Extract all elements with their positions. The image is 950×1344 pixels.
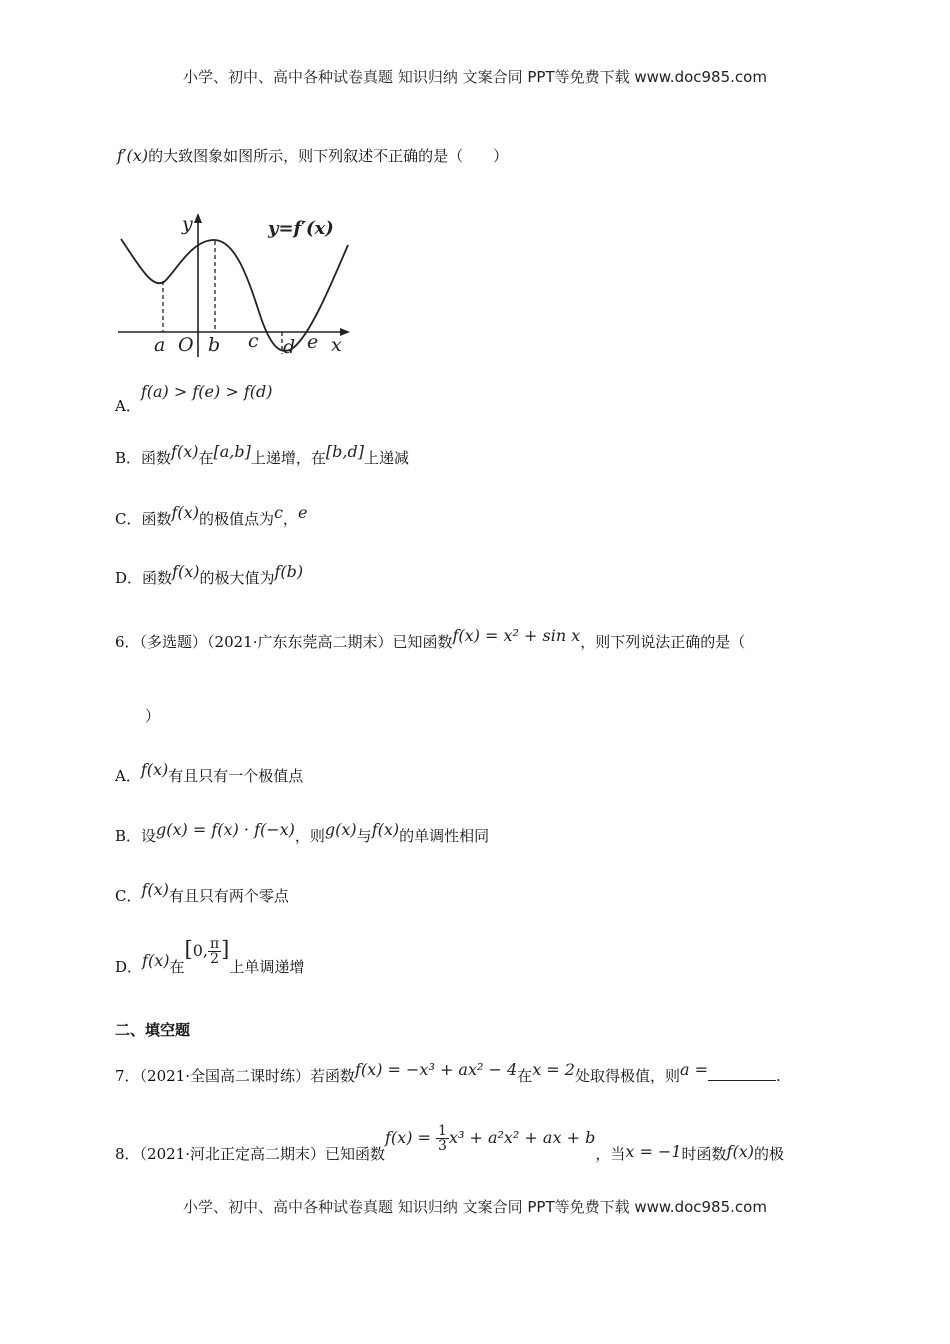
question-8: 8．（2021·河北正定高二期末）已知函数f(x) = $\frac{1}{3}$ x³ + a²x² + ax + b，当x = −1时函数f(x)的极 [115,1123,784,1163]
point-b-label: b [208,334,221,356]
question-6: 6．（多选题）（2021·广东东莞高二期末）已知函数f(x) = x² + sin x，则下列说法正确的是（ [115,626,746,651]
q5-option-b: B．函数f(x)在[a,b]上递增，在[b,d]上递减 [115,442,409,467]
q8-function: f(x) = $\frac{1}{3}$ x³ + a²x² + ax + b [385,1123,596,1154]
q6-function: f(x) = x² + sin x [452,626,581,645]
section-heading: 二、填空题 [115,1021,191,1039]
question-6-close: ） [145,707,161,725]
origin-label: O [178,334,194,356]
q6-option-b: B．设g(x) = f(x) · f(−x)，则g(x)与f(x)的单调性相同 [115,820,490,845]
question-5-stem: 的大致图象如图所示，则下列叙述不正确的是（ ） [148,147,509,165]
interval-0-pi-half: [0, $\frac{\pi}{2}$ ] [184,936,230,967]
y-axis-arrow [194,213,202,223]
q6-option-c: C．f(x)有且只有两个零点 [115,880,289,905]
q6-option-d: D．f(x)在[0, $\frac{\pi}{2}$ ]上单调递增 [115,936,305,976]
page-footer: 小学、初中、高中各种试卷真题 知识归纳 文案合同 PPT等免费下载 www.doc985.com [183,1198,767,1216]
point-e-label: e [307,331,319,353]
derivative-graph [110,205,360,365]
point-c-label: c [248,330,259,352]
q5-option-d: D．函数f(x)的极大值为f(b) [115,562,304,587]
question-5-intro [117,146,508,166]
q5-option-c: C．函数f(x)的极值点为c，e [115,503,308,528]
q6-option-a: A．f(x)有且只有一个极值点 [115,760,304,785]
graph-title: y=f′(x) [268,218,334,239]
point-a-label: a [154,334,166,356]
y-axis-label: y [182,213,193,235]
page-header: 小学、初中、高中各种试卷真题 知识归纳 文案合同 PPT等免费下载 www.doc985.com [183,68,767,86]
q5-option-a: A．f(a) > f(e) > f(d) [115,382,273,415]
x-axis-label: x [331,334,342,356]
question-7: 7．（2021·全国高二课时练）若函数f(x) = −x³ + ax² − 4在x = 2处取得极值，则a = . [115,1060,781,1085]
point-d-label: d [283,336,296,358]
q5-a-math: f(a) > f(e) > f(d) [140,382,273,401]
derivative-function: f′(x) [117,146,149,165]
answer-blank[interactable] [708,1066,776,1081]
